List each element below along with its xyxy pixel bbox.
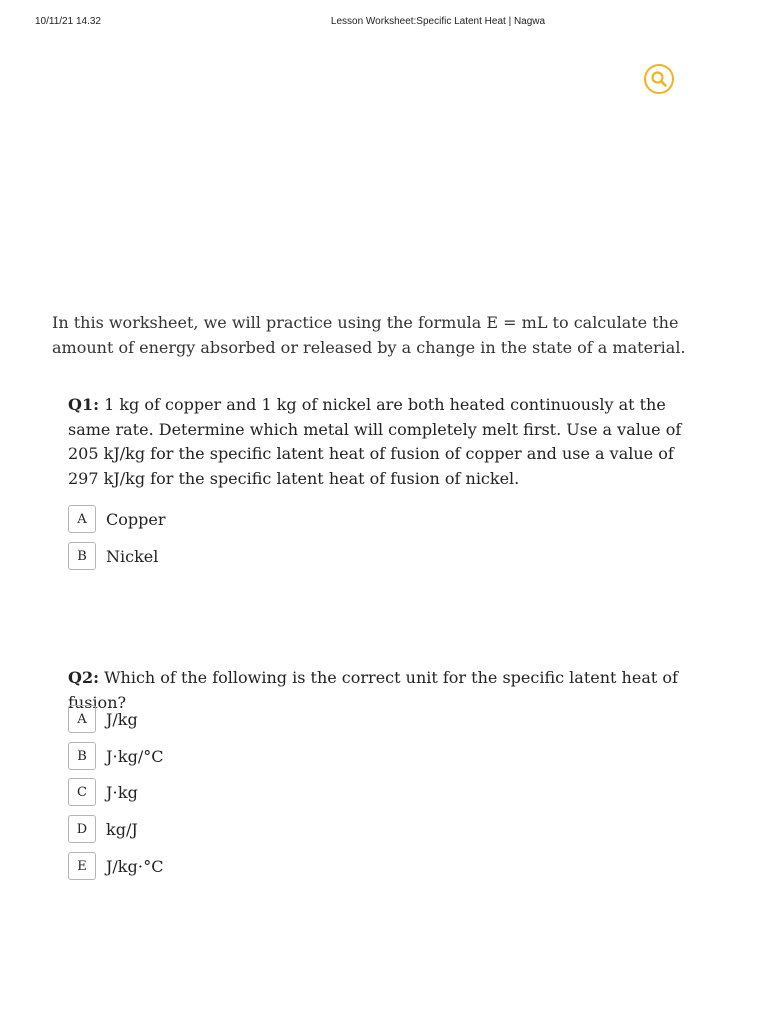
option-text: Copper [106,509,166,529]
question-1 [68,393,708,491]
option-text: Nickel [106,546,159,566]
option-letter: A [68,705,96,733]
question-number: Q2: [68,668,99,687]
option-letter: B [68,542,96,570]
option-letter: A [68,505,96,533]
option-letter: D [68,815,96,843]
option-text: kg/J [106,819,138,839]
search-icon [650,70,668,88]
q1-option-a[interactable] [68,505,165,533]
option-text: J⋅kg [106,782,138,802]
q1-option-b[interactable] [68,542,158,570]
option-text: J/kg [106,709,138,729]
question-number: Q1: [68,395,99,414]
option-letter: C [68,778,96,806]
question-text: Which of the following is the correct unit for the specific latent heat of fusion? [68,668,678,712]
print-date: 10/11/21 14.32 [35,16,101,27]
option-letter: B [68,742,96,770]
q2-option-e[interactable] [68,852,163,880]
worksheet-intro: In this worksheet, we will practice using the formula E = mL to calculate the amount of energy absorbed or released by a change in the state of a material. [52,313,686,357]
print-page-title: Lesson Worksheet:Specific Latent Heat | Nagwa [330,16,546,27]
question-text: 1 kg of copper and 1 kg of nickel are both heated continuously at the same rate. Determine which metal will completely melt first. Use a value of 205 kJ/kg for the specific latent heat of fusion of copper and use a value of 297 kJ/kg for the specific latent heat of fusion of nickel. [68,395,682,488]
question-2 [68,666,708,715]
q2-option-b[interactable] [68,742,163,770]
q2-option-a[interactable] [68,705,138,733]
q2-option-c[interactable] [68,778,138,806]
option-letter: E [68,852,96,880]
option-text: J/kg⋅°C [106,856,164,876]
option-text: J⋅kg/°C [106,746,164,766]
search-button[interactable] [644,64,674,94]
print-header [0,16,768,30]
q2-option-d[interactable] [68,815,138,843]
